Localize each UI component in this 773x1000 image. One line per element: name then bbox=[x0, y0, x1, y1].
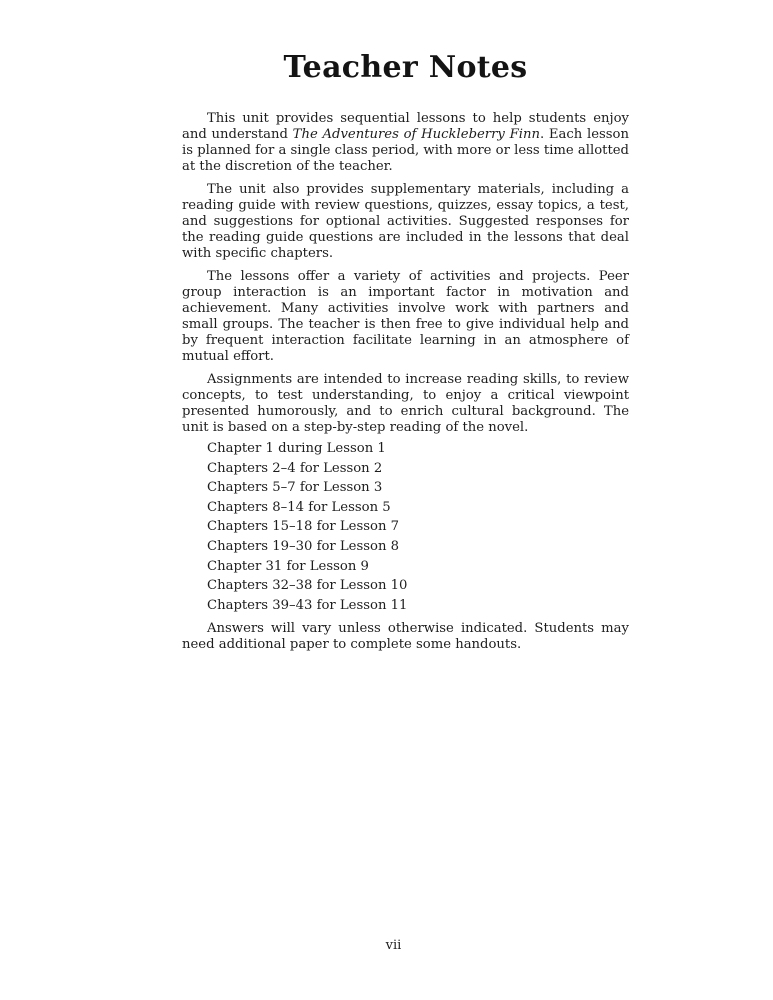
chapter-schedule-item: Chapter 1 during Lesson 1 bbox=[207, 441, 386, 456]
chapter-schedule-item: Chapters 15–18 for Lesson 7 bbox=[207, 519, 400, 535]
chapter-schedule-item: Chapter 31 for Lesson 9 bbox=[207, 558, 369, 574]
page-title: Teacher Notes bbox=[283, 50, 528, 85]
chapter-schedule-item: Chapters 2–4 for Lesson 2 bbox=[207, 460, 383, 476]
chapter-schedule-item: Chapters 5–7 for Lesson 3 bbox=[207, 480, 383, 496]
chapter-schedule-list bbox=[182, 439, 629, 615]
closing-paragraph: Answers will vary unless otherwise indicated. Students may need additional paper to complete some handouts. bbox=[182, 621, 629, 653]
assignments-paragraph: Assignments are intended to increase reading skills, to review concepts, to test understanding, to enjoy a critical viewpoint presented humorously, and to enrich cultural background. The unit is based on a step-by-step reading of the novel. bbox=[182, 372, 629, 435]
activities-paragraph: The lessons offer a variety of activities and projects. Peer group interaction is an important factor in motivation and achievement. Many activities involve work with partners and small groups. The teacher is then free to give individual help and by frequent interaction facilitate learning in an atmosphere of mutual effort. bbox=[182, 269, 629, 364]
intro-text-after-book-title: . Each lesson is planned for a single class period, with more or less time allotted at the discretion of the teacher. bbox=[182, 127, 629, 174]
chapter-schedule-item: Chapters 19–30 for Lesson 8 bbox=[207, 538, 400, 554]
chapter-schedule-item: Chapters 32–38 for Lesson 10 bbox=[207, 578, 408, 594]
supplementary-materials-paragraph: The unit also provides supplementary materials, including a reading guide with review questions, quizzes, essay topics, a test, and suggestions for optional activities. Suggested responses for the reading guide questions are included in the lessons that deal with specific chapters. bbox=[182, 182, 629, 261]
text-block bbox=[182, 50, 629, 653]
chapter-schedule-item: Chapters 39–43 for Lesson 11 bbox=[207, 597, 408, 613]
book-title-italic: The Adventures of Huckleberry Finn bbox=[292, 127, 540, 142]
chapter-schedule-item: Chapters 8–14 for Lesson 5 bbox=[207, 499, 391, 515]
intro-paragraph bbox=[182, 111, 629, 175]
intro-text-before-book-title: This unit provides sequential lessons to help students enjoy and understand bbox=[182, 111, 629, 142]
page-number: vii bbox=[385, 938, 402, 953]
